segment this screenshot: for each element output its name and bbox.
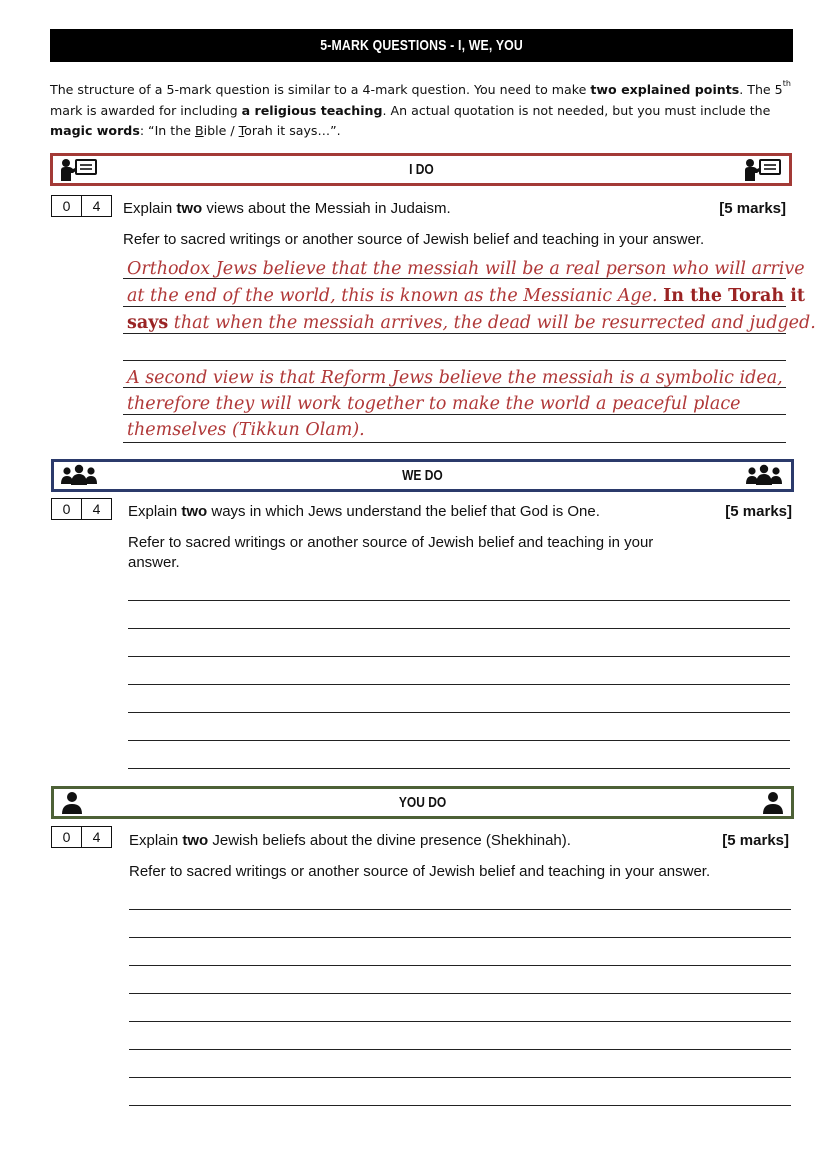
question-digit: 0 xyxy=(51,195,82,217)
answer-line[interactable] xyxy=(128,684,790,685)
model-answer-line: at the end of the world, this is known as the Messianic Age. In the Torah it xyxy=(127,286,805,306)
question-number xyxy=(51,826,111,848)
model-answer-line: A second view is that Reform Jews believe the messiah is a symbolic idea, xyxy=(127,368,783,388)
teacher-board-icon xyxy=(743,157,783,183)
page-title: 5-MARK QUESTIONS - I, WE, YOU xyxy=(50,29,793,62)
question-instruction: Refer to sacred writings or another source of Jewish belief and teaching in your xyxy=(128,534,654,551)
question-instruction: Refer to sacred writings or another source of Jewish belief and teaching in your answer. xyxy=(123,231,705,248)
group-icon xyxy=(745,463,785,489)
intro-paragraph: The structure of a 5-mark question is similar to a 4-mark question. You need to make two explained points. The 5th mark is awarded for including a religious teaching. An actual quotation is not needed, but you must include the magic words: “In the Bible / Torah it says…”. xyxy=(50,79,791,138)
question-text: Explain two views about the Messiah in Judaism. xyxy=(123,200,451,217)
answer-line[interactable] xyxy=(129,1021,791,1022)
answer-line xyxy=(123,414,786,415)
i-do-header xyxy=(50,153,792,186)
question-text: Explain two ways in which Jews understand the belief that God is One. xyxy=(128,503,600,520)
answer-line[interactable] xyxy=(129,965,791,966)
religious-teaching-highlight: In the Torah it xyxy=(663,286,805,306)
we-do-label: WE DO xyxy=(402,467,443,484)
model-answer-line: Orthodox Jews believe that the messiah will be a real person who will arrive xyxy=(127,259,805,279)
question-instruction: answer. xyxy=(128,554,180,571)
answer-line[interactable] xyxy=(128,656,790,657)
marks-label: [5 marks] xyxy=(722,832,789,849)
answer-line xyxy=(123,360,786,361)
answer-line xyxy=(123,442,786,443)
question-digit: 4 xyxy=(81,195,112,217)
answer-line[interactable] xyxy=(129,909,791,910)
question-instruction: Refer to sacred writings or another source of Jewish belief and teaching in your answer. xyxy=(129,863,711,880)
marks-label: [5 marks] xyxy=(719,200,786,217)
answer-line xyxy=(123,306,786,307)
you-do-header xyxy=(51,786,794,819)
question-digit: 0 xyxy=(51,498,82,520)
answer-line[interactable] xyxy=(128,600,790,601)
answer-line[interactable] xyxy=(128,712,790,713)
question-digit: 4 xyxy=(81,826,112,848)
question-text: Explain two Jewish beliefs about the divine presence (Shekhinah). xyxy=(129,832,571,849)
answer-line[interactable] xyxy=(129,1049,791,1050)
answer-line[interactable] xyxy=(128,740,790,741)
answer-line[interactable] xyxy=(129,937,791,938)
you-do-label: YOU DO xyxy=(398,794,447,811)
person-icon xyxy=(745,790,785,816)
we-do-header xyxy=(51,459,794,492)
question-number xyxy=(51,498,111,520)
religious-teaching-highlight: says xyxy=(127,313,169,333)
answer-line[interactable] xyxy=(128,768,790,769)
teacher-board-icon xyxy=(59,157,99,183)
answer-line[interactable] xyxy=(129,1077,791,1078)
answer-line[interactable] xyxy=(129,993,791,994)
model-answer-line: themselves (Tikkun Olam). xyxy=(127,420,365,440)
answer-line[interactable] xyxy=(128,628,790,629)
model-answer-line: therefore they will work together to make the world a peaceful place xyxy=(127,394,741,414)
answer-line[interactable] xyxy=(129,1105,791,1106)
question-digit: 0 xyxy=(51,826,82,848)
model-answer-line: says that when the messiah arrives, the dead will be resurrected and judged. xyxy=(127,313,816,333)
answer-line xyxy=(123,333,786,334)
person-icon xyxy=(60,790,100,816)
marks-label: [5 marks] xyxy=(725,503,792,520)
group-icon xyxy=(60,463,100,489)
question-digit: 4 xyxy=(81,498,112,520)
i-do-label: I DO xyxy=(408,161,434,178)
question-number xyxy=(51,195,111,217)
